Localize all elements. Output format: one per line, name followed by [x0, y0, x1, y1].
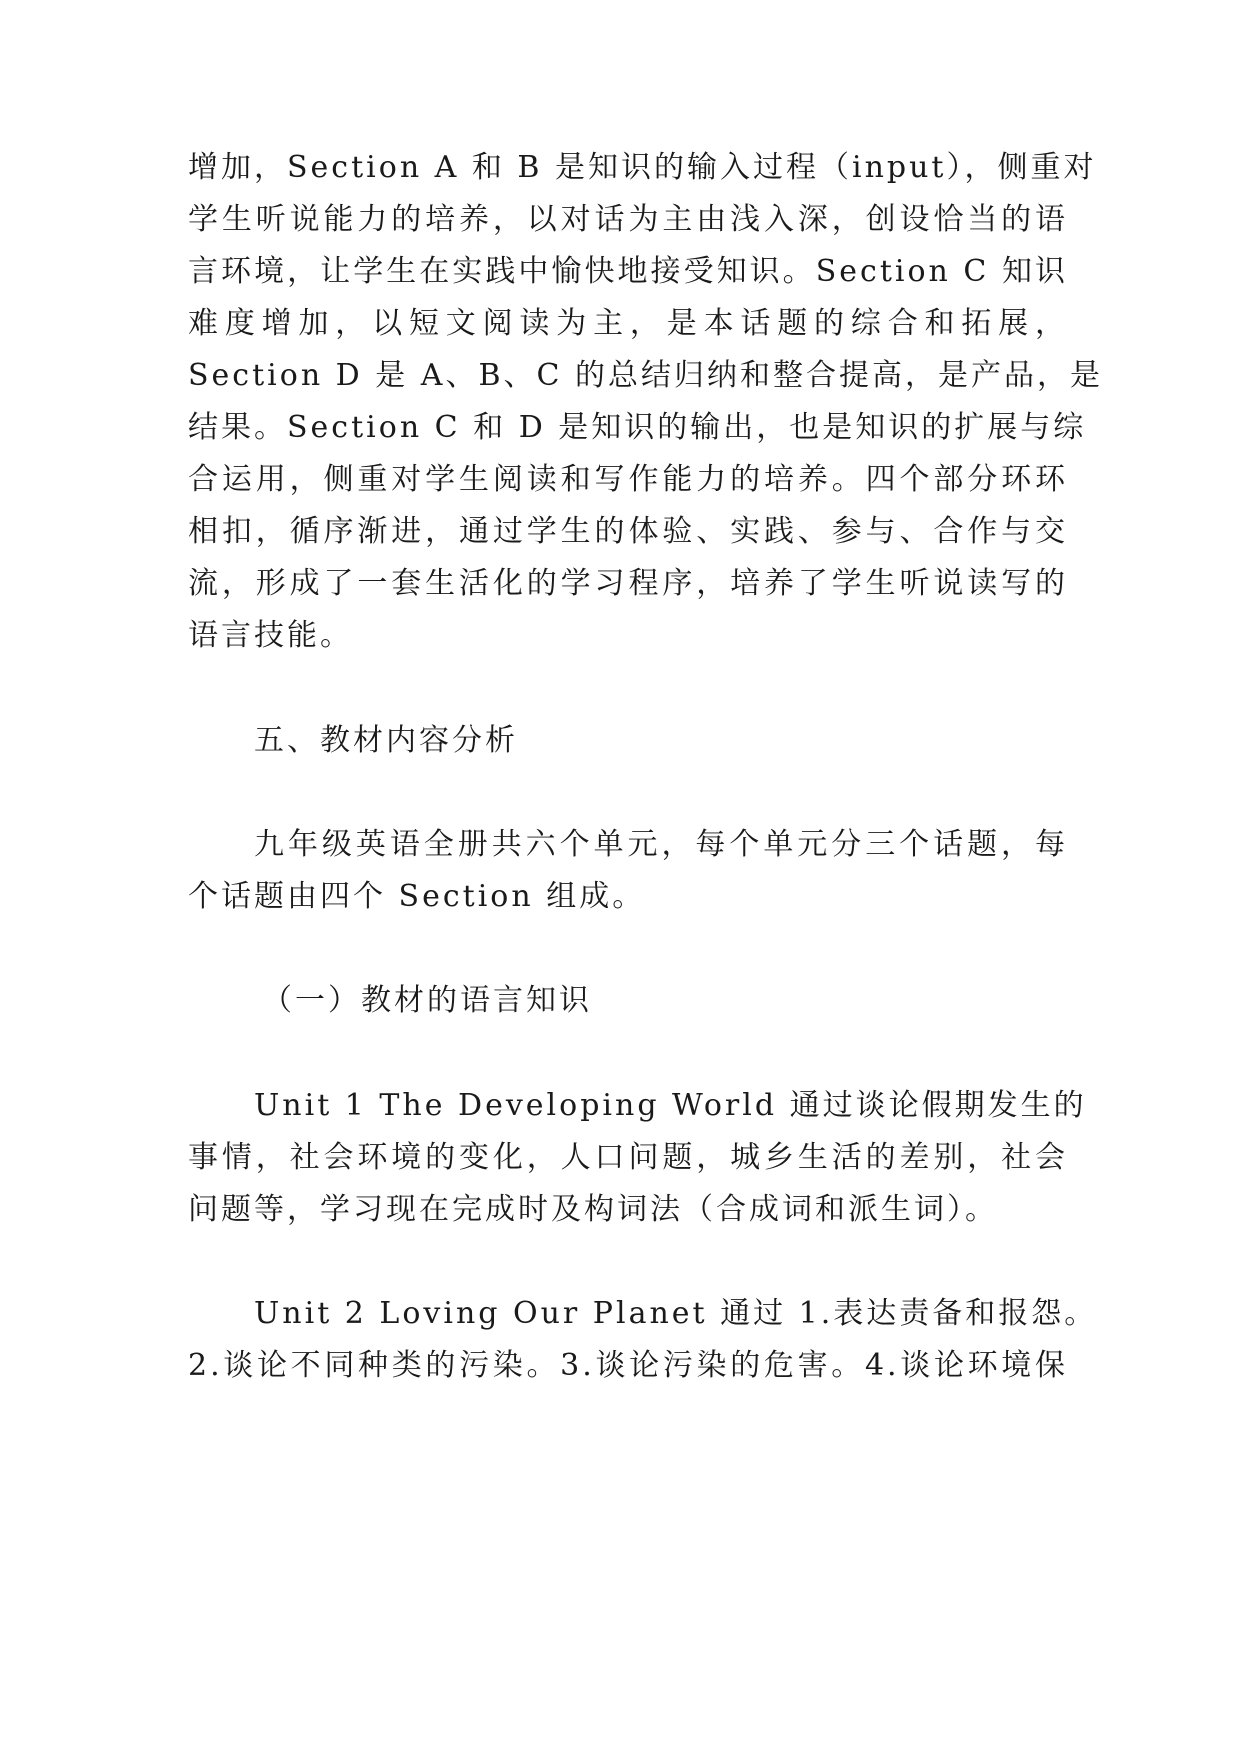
paragraph-line: 难度增加，以短文阅读为主，是本话题的综合和拓展，	[188, 306, 1068, 341]
paragraph-line: 合运用，侧重对学生阅读和写作能力的培养。四个部分环环	[188, 462, 1068, 497]
paragraph-line: Unit 1 The Developing World 通过谈论假期发生的	[254, 1088, 1087, 1123]
paragraph-line: 事情，社会环境的变化，人口问题，城乡生活的差别，社会	[188, 1140, 1068, 1175]
paragraph-line: Section D 是 A、B、C 的总结归纳和整合提高，是产品，是	[188, 358, 1104, 393]
paragraph-line: 学生听说能力的培养，以对话为主由浅入深，创设恰当的语	[188, 202, 1068, 237]
paragraph-line: 2.谈论不同种类的污染。3.谈论污染的危害。4.谈论环境保	[188, 1348, 1068, 1383]
paragraph-line: 语言技能。	[188, 618, 353, 653]
paragraph-line: 言环境，让学生在实践中愉快地接受知识。Section C 知识	[188, 254, 1068, 289]
paragraph-line: 个话题由四个 Section 组成。	[188, 879, 646, 914]
subsection-heading: （一）教材的语言知识	[262, 983, 592, 1018]
paragraph-line: 流，形成了一套生活化的学习程序，培养了学生听说读写的	[188, 566, 1068, 601]
paragraph-line: 九年级英语全册共六个单元，每个单元分三个话题，每	[254, 827, 1068, 862]
paragraph-line: 增加，Section A 和 B 是知识的输入过程（input），侧重对	[188, 150, 1097, 185]
paragraph-line: 相扣，循序渐进，通过学生的体验、实践、参与、合作与交	[188, 514, 1068, 549]
section-heading: 五、教材内容分析	[254, 723, 518, 758]
paragraph-line: 结果。Section C 和 D 是知识的输出，也是知识的扩展与综	[188, 410, 1087, 445]
paragraph-line: Unit 2 Loving Our Planet 通过 1.表达责备和报怨。	[254, 1296, 1098, 1331]
paragraph-line: 问题等，学习现在完成时及构词法（合成词和派生词）。	[188, 1192, 998, 1227]
